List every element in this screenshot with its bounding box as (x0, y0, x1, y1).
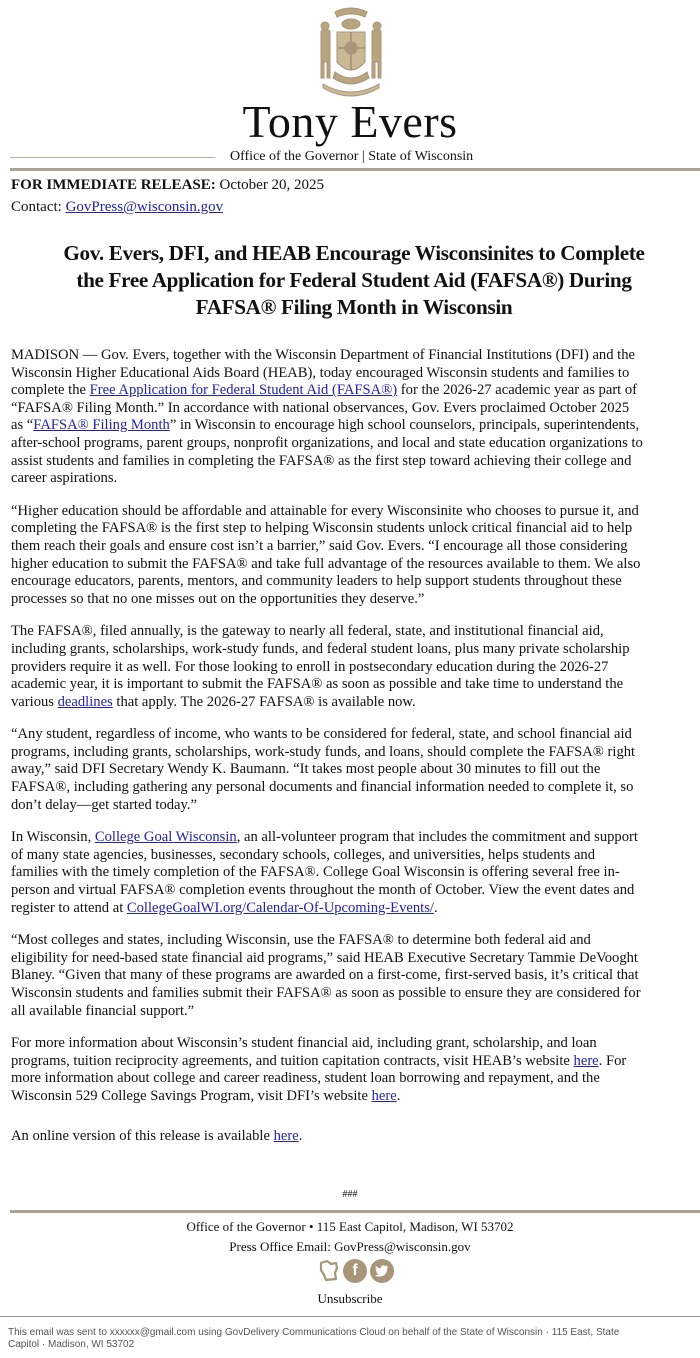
wisconsin-map-icon[interactable] (318, 1259, 340, 1283)
text-line (11, 382, 700, 400)
contact-email-link[interactable]: GovPress@wisconsin.gov (65, 199, 224, 215)
text-line (11, 1128, 700, 1146)
text-line: families with the timely completion of the FAFSA®. College Goal Wisconsin is offering several free in- (11, 864, 620, 881)
heab-website-link[interactable]: here (573, 1052, 599, 1069)
text-line: of many state agencies, businesses, secondary schools, colleges, and universities, helps students and (11, 846, 596, 863)
fafsa-filing-month-link[interactable]: FAFSA® Filing Month (33, 417, 170, 434)
contact-label: Contact: (11, 199, 62, 215)
paragraph-evers-quote (11, 503, 700, 609)
unsubscribe-link[interactable]: Unsubscribe (317, 1291, 383, 1306)
text: complete the (11, 382, 90, 399)
footer-press-email: Press Office Email: GovPress@wisconsin.gov (229, 1239, 471, 1254)
paragraph-dfi-quote (11, 726, 700, 814)
text: register to attend at (11, 899, 127, 916)
text-line: assist students and families in completing the FAFSA® as the first step toward achieving their college and (11, 452, 632, 469)
delivery-disclaimer: This email was sent to xxxxxx@gmail.com using GovDelivery Communications Cloud on behalf of the State of Wisconsin · 115 East, State Capitol · Madison, WI 53702 (8, 1327, 620, 1350)
text-line: Wisconsin students and families submit their FAFSA® as soon as possible to ensure they are considered for (11, 985, 641, 1001)
text-line (11, 694, 700, 712)
footer-address: Office of the Governor • 115 East Capitol, Madison, WI 53702 (186, 1219, 514, 1234)
text-line: away,” said DFI Secretary Wendy K. Baumann. “It takes most people about 30 minutes to fill out the (11, 761, 601, 778)
release-date: October 20, 2025 (219, 177, 325, 193)
office-subtitle: Office of the Governor | State of Wisconsin (230, 149, 474, 164)
divider (10, 1210, 700, 1213)
headline-line: the Free Application for Federal Student Aid (FAFSA®) During (76, 268, 632, 292)
text: . (433, 899, 438, 916)
release-label: FOR IMMEDIATE RELEASE: (11, 177, 216, 193)
fafsa-link[interactable]: Free Application for Federal Student Aid (FAFSA®) (89, 382, 398, 399)
facebook-icon[interactable]: f (343, 1259, 367, 1283)
text-line (11, 900, 700, 918)
text-line: encourage educators, parents, mentors, and community leaders to help support students throughout these (11, 573, 622, 590)
headline-line: FAFSA® Filing Month in Wisconsin (195, 295, 513, 319)
text: as “ (11, 417, 34, 434)
twitter-icon[interactable] (370, 1259, 394, 1283)
text-line: more information about college and career readiness, student loan borrowing and repayment, and the (11, 1070, 600, 1087)
text-line (11, 829, 700, 847)
text: various (11, 693, 58, 710)
letterhead-subtitle-row (0, 148, 700, 166)
text-line (11, 417, 700, 435)
text: programs, tuition reciprocity agreements, and tuition capitation contracts, visit HEAB’s website (11, 1052, 574, 1069)
release-line (11, 175, 324, 195)
text: . (396, 1087, 401, 1104)
paragraph-college-goal (11, 829, 700, 917)
paragraph-intro (11, 347, 700, 488)
text: , an all-volunteer program that includes the commitment and support (236, 829, 638, 846)
paragraph-heab-quote (11, 932, 700, 1020)
text-line: “FAFSA® Filing Month.” In accordance with national observances, Gov. Evers proclaimed October 2025 (11, 399, 630, 416)
text: An online version of this release is available (11, 1127, 274, 1144)
divider (10, 157, 215, 158)
text: . For (598, 1052, 627, 1069)
text: . (298, 1127, 303, 1144)
text-line: academic year, it is important to submit the FAFSA® as soon as possible and take time to understand the (11, 676, 624, 693)
contact-line (11, 197, 223, 217)
text-line: Blaney. “Given that many of these programs are awarded on a first-come, first-served basis, it’s critical that (11, 967, 639, 984)
text-line: “Most colleges and states, including Wisconsin, use the FAFSA® to determine both federal aid and (11, 932, 591, 949)
paragraph-fafsa-gateway (11, 623, 700, 711)
social-icons (318, 1258, 394, 1284)
text-line: person and virtual FAFSA® completion events throughout the month of October. View the event dates and (11, 882, 635, 899)
article-body (11, 347, 700, 1160)
divider (10, 168, 700, 171)
text-line: For more information about Wisconsin’s student financial aid, including grant, scholarship, and loan (11, 1035, 597, 1052)
text-line: including grants, scholarships, work-study funds, and federal student loans, plus many private scholarship (11, 640, 630, 657)
text-line (11, 1088, 700, 1106)
text-line (11, 1053, 700, 1071)
headline-line: Gov. Evers, DFI, and HEAB Encourage Wisconsinites to Complete (63, 241, 645, 265)
text-line: career aspirations. (11, 470, 118, 487)
wisconsin-seal-icon (313, 4, 389, 104)
deadlines-link[interactable]: deadlines (57, 693, 113, 710)
headline (5, 240, 700, 321)
text-line: “Higher education should be affordable and attainable for every Wisconsinite who chooses to pursue it, and (11, 502, 639, 519)
text: ” in Wisconsin to encourage high school counselors, principals, superintendents, (169, 417, 640, 434)
text-line: higher education to submit the FAFSA® and take full advantage of the resources available to them. We also (11, 555, 641, 572)
paragraph-online-version (11, 1128, 700, 1146)
text-line: “Any student, regardless of income, who wants to be considered for federal, state, and school financial aid (11, 726, 632, 743)
dfi-website-link[interactable]: here (371, 1087, 397, 1104)
letterhead (0, 0, 700, 165)
text-line: all available financial support.” (11, 1002, 195, 1019)
text-line: don’t delay—get started today.” (11, 796, 198, 813)
events-calendar-link[interactable]: CollegeGoalWI.org/Calendar-Of-Upcoming-Events/ (126, 899, 434, 916)
text-line: completing the FAFSA® is the first step to helping Wisconsin students unlock critical financial aid to help (11, 520, 633, 537)
text-line: them reach their goals and ensure cost isn’t a barrier,” said Gov. Evers. “I encourage all those considering (11, 537, 628, 554)
governor-name: Tony Evers (242, 96, 458, 147)
end-marker: ### (342, 1189, 358, 1200)
divider (0, 1316, 700, 1317)
text-line: The FAFSA®, filed annually, is the gateway to nearly all federal, state, and institutional financial aid, (11, 623, 604, 640)
text: for the 2026-27 academic year as part of (397, 382, 638, 399)
paragraph-more-info (11, 1035, 700, 1105)
text: that apply. The 2026-27 FAFSA® is available now. (112, 693, 416, 710)
text-line: Wisconsin Higher Educational Aids Board (HEAB), today encouraged Wisconsin students and families to (11, 364, 630, 381)
text-line: eligibility for need-based state financial aid programs,” said HEAB Executive Secretary Tammie DeVooght (11, 949, 638, 966)
online-version-link[interactable]: here (273, 1127, 299, 1144)
text-line: FAFSA®, including gathering any personal documents and financial information needed to complete it, so (11, 779, 634, 796)
text-line: processes so that no one misses out on the opportunities they deserve.” (11, 590, 425, 607)
college-goal-wisconsin-link[interactable]: College Goal Wisconsin (94, 829, 237, 846)
text: In Wisconsin, (11, 829, 95, 846)
text-line: after-school programs, parent groups, nonprofit organizations, and local and state education organizations to (11, 434, 643, 451)
text-line: MADISON — Gov. Evers, together with the Wisconsin Department of Financial Institutions (DFI) and the (11, 347, 636, 363)
text-line: programs, including grants, scholarships, work-study funds, and loans, should complete the FAFSA® right (11, 743, 636, 760)
text: Wisconsin 529 College Savings Program, visit DFI’s website (11, 1087, 372, 1104)
text-line: providers require it as well. For those looking to enroll in postsecondary education during the 2026-27 (11, 658, 609, 675)
